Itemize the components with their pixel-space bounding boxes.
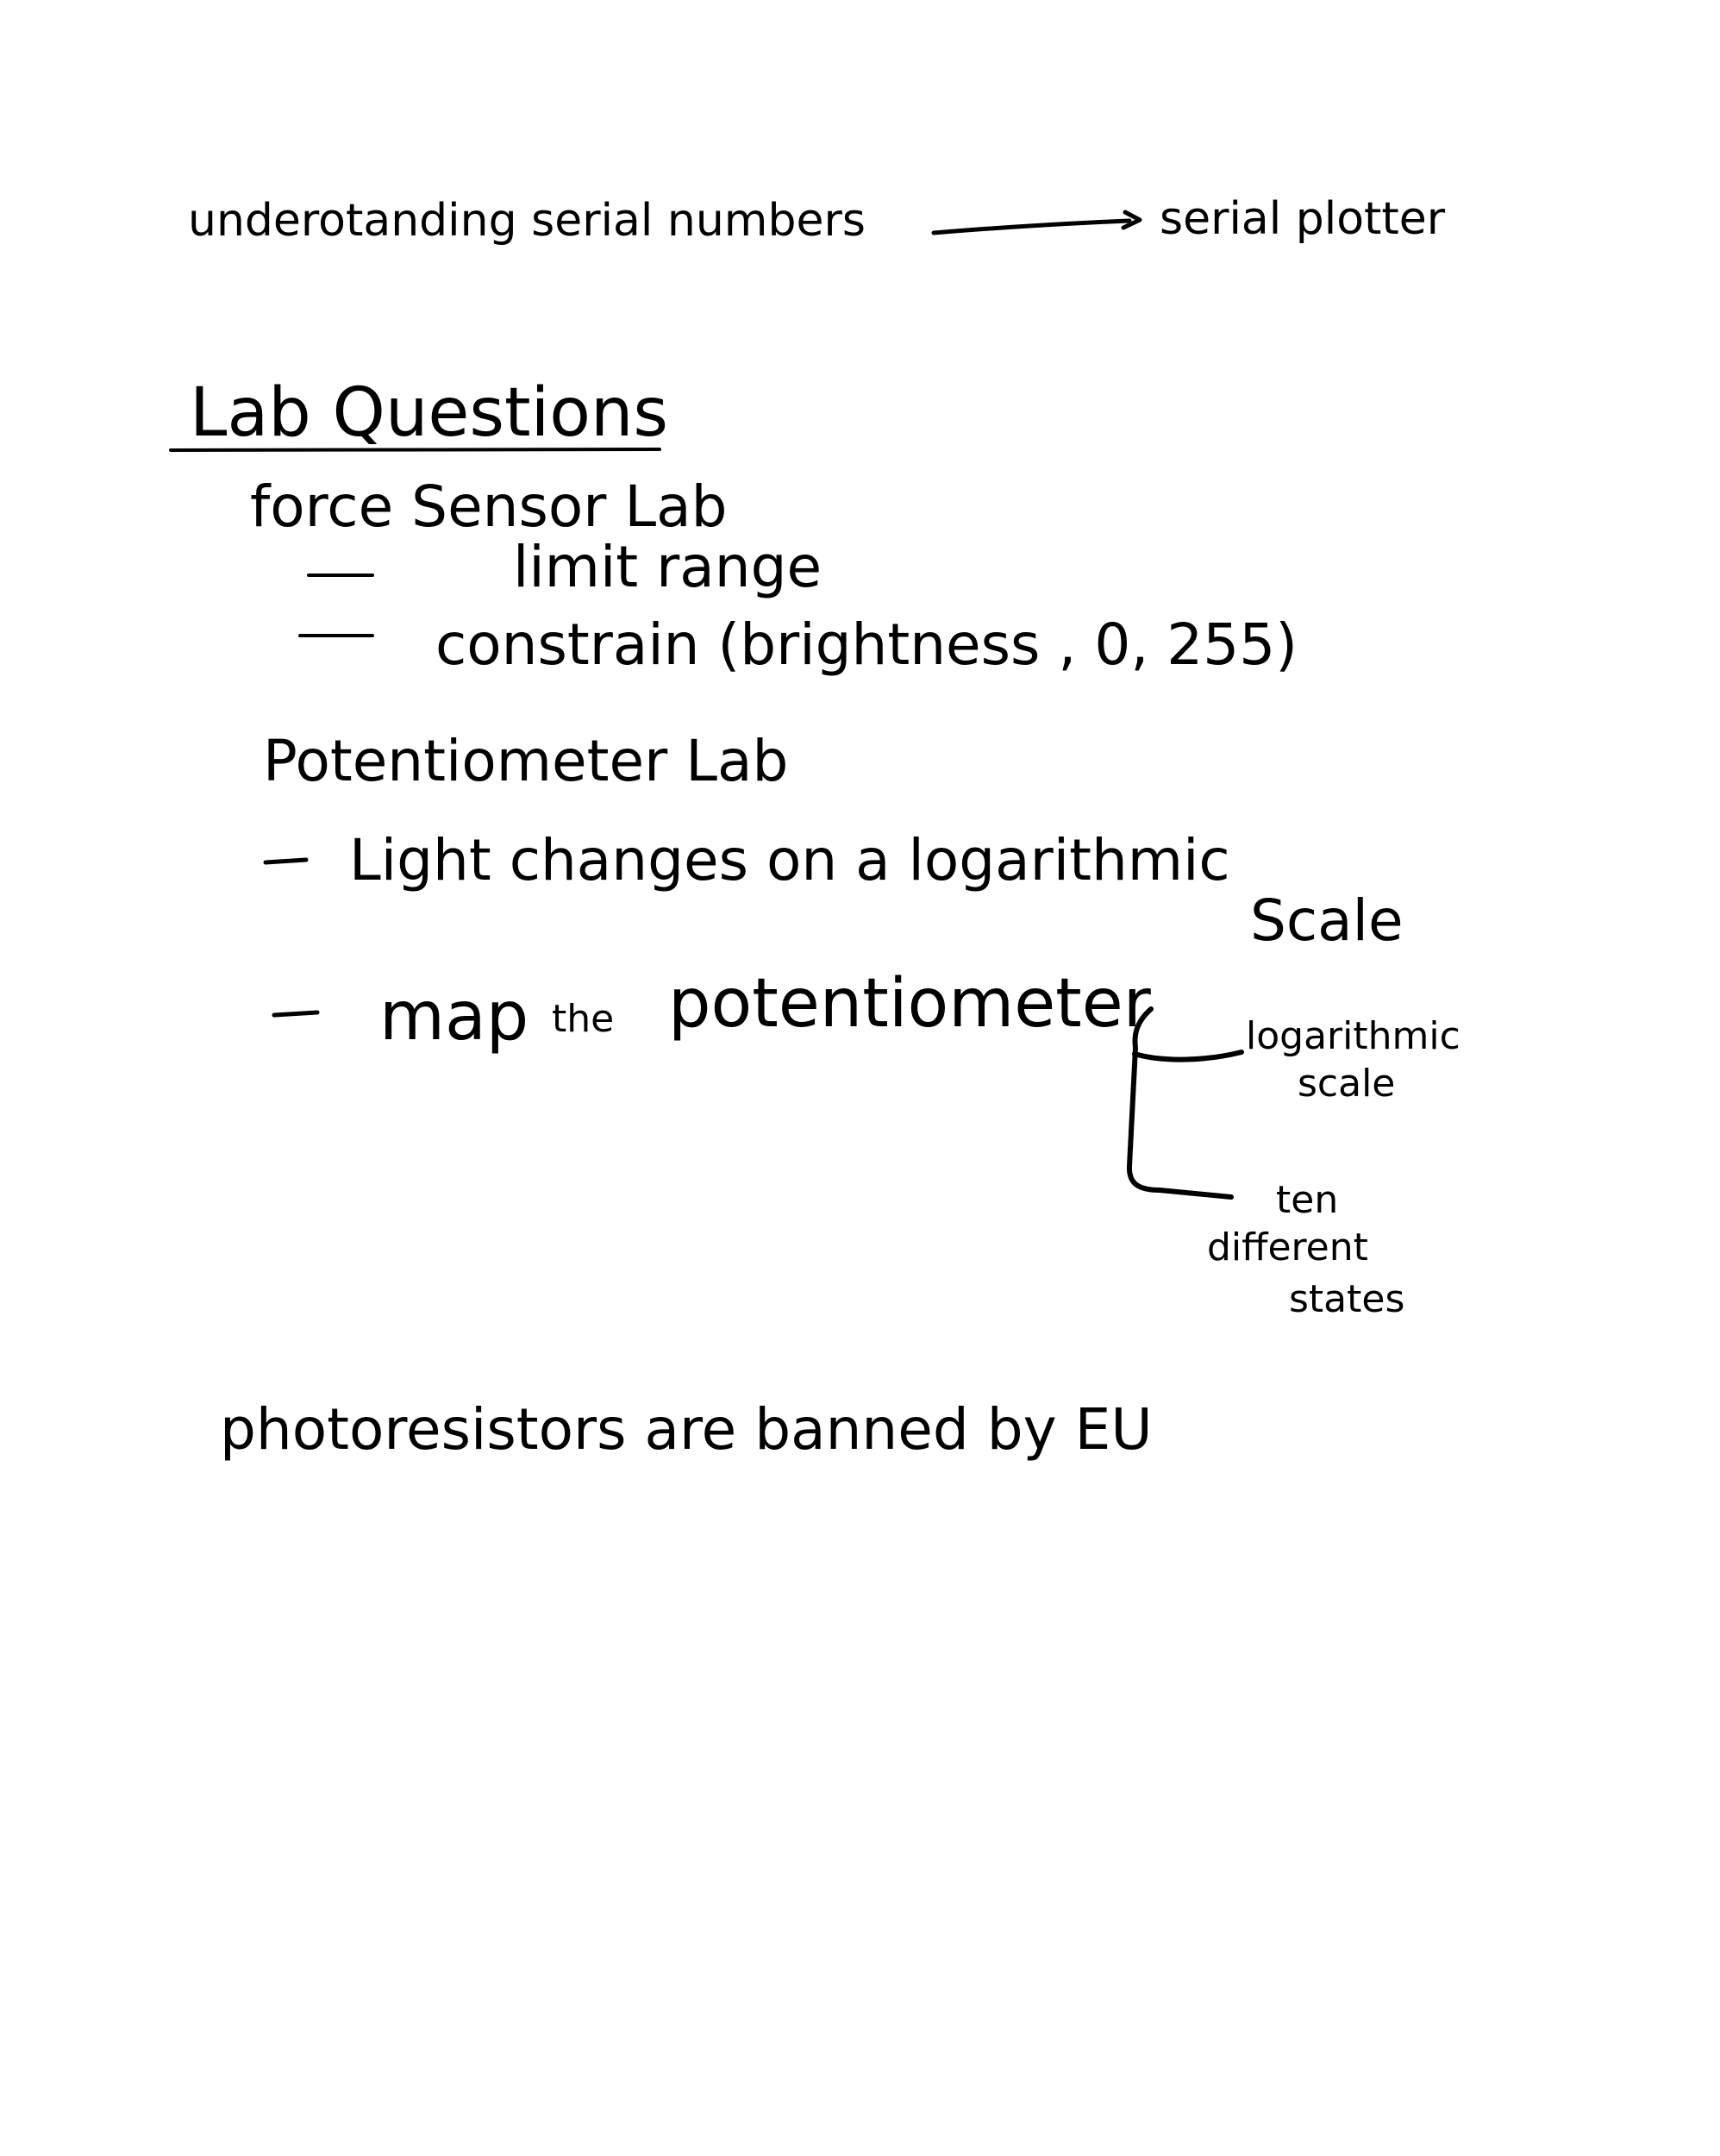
branch-scale: scale <box>1298 1062 1396 1106</box>
pot-item-light-changes: Light changes on a logarithmic <box>349 827 1230 893</box>
branch-bracket-icon <box>1129 1009 1231 1197</box>
note-text-serial-plotter: serial plotter <box>1160 193 1446 245</box>
branch-ten: ten <box>1276 1178 1339 1222</box>
note-text-serial-numbers: underotanding serial numbers <box>188 195 866 247</box>
force-item-limit-range: limit range <box>513 534 822 600</box>
force-sensor-lab-title: force Sensor Lab <box>250 473 728 540</box>
pot-item-the: the <box>552 997 615 1041</box>
arrow-shaft <box>934 221 1129 233</box>
dash-icon <box>266 860 306 862</box>
heading-underline <box>171 449 660 450</box>
branch-connector <box>1135 1052 1242 1060</box>
pot-item-potentiometer: potentiometer <box>668 965 1151 1043</box>
branch-states: states <box>1289 1277 1405 1321</box>
branch-logarithmic: logarithmic <box>1246 1014 1460 1058</box>
pot-item-scale: Scale <box>1250 887 1404 954</box>
potentiometer-lab-title: Potentiometer Lab <box>263 728 789 794</box>
dash-icon <box>274 1012 317 1015</box>
force-item-constrain: constrain (brightness , 0, 255) <box>435 611 1298 678</box>
branch-different: different <box>1207 1225 1368 1269</box>
pot-item-map: map <box>379 978 529 1056</box>
note-text-photoresistors: photoresistors are banned by EU <box>220 1396 1153 1463</box>
heading-lab-questions: Lab Questions <box>190 374 669 452</box>
